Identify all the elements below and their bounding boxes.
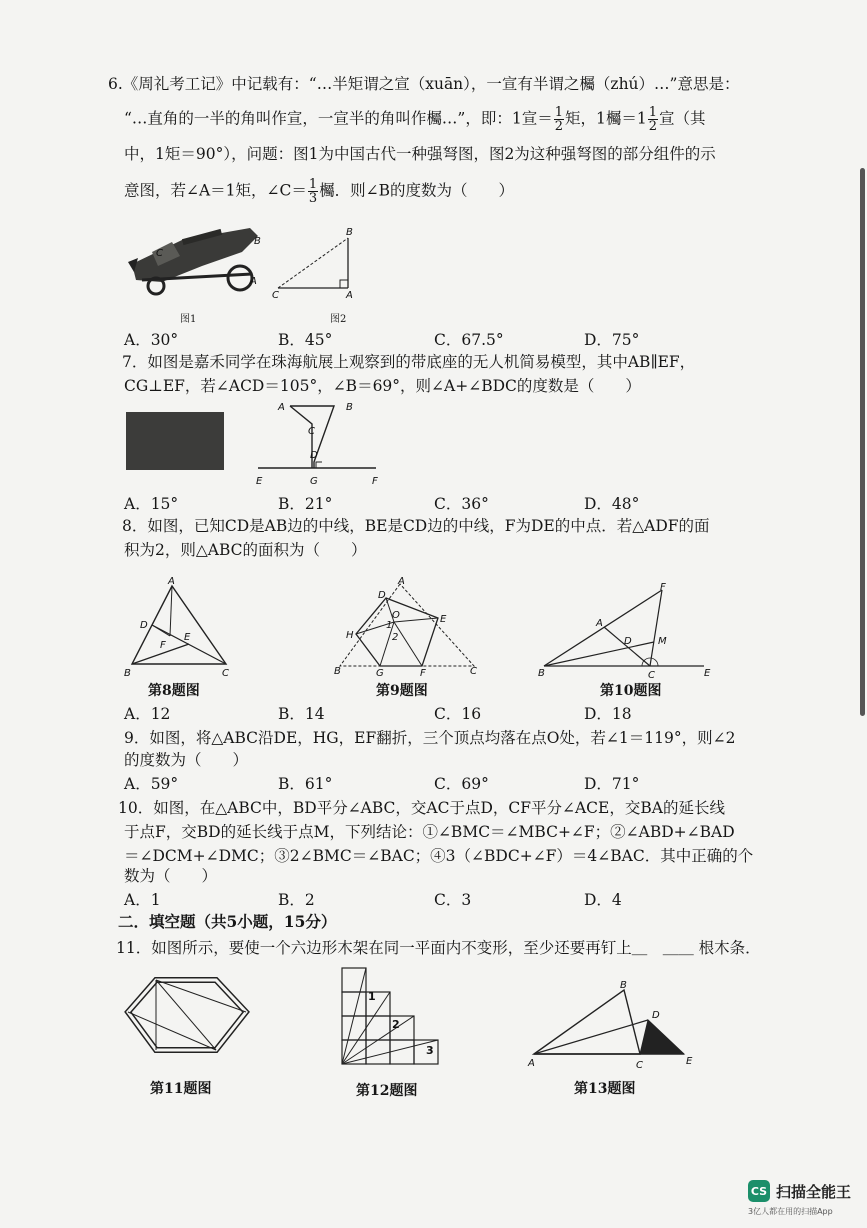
scrollbar[interactable]: [860, 168, 865, 716]
q9-label-2: 2: [392, 632, 399, 643]
q8-line2: 积为2，则△ABC的面积为（ ）: [124, 541, 367, 559]
q9-label-o: O: [392, 610, 400, 621]
q8-label-b: B: [124, 668, 131, 679]
camscanner-logo-icon: CS: [748, 1180, 770, 1202]
q9-label-c: C: [470, 666, 477, 677]
camscanner-name: 扫描全能王: [776, 1182, 852, 1201]
q10-option-b[interactable]: B．2: [278, 891, 315, 909]
q9-line1: 9．如图，将△ABC沿DE，HG，EF翻折，三个顶点均落在点O处，若∠1＝119°，则∠2: [124, 729, 736, 747]
q11-diagram: [116, 966, 266, 1066]
q7-option-d[interactable]: D．48°: [584, 495, 640, 513]
q10-line3: ＝∠DCM+∠DMC；③2∠BMC＝∠BAC；④3（∠BDC+∠F）＝4∠BAC．其中正确的个: [124, 847, 754, 865]
q9-label-g: G: [376, 668, 384, 679]
q8-label-d: D: [140, 620, 148, 631]
q12-label-1: 1: [368, 990, 376, 1003]
q6-fraction-3: $\frac{1}{3}$: [308, 177, 318, 206]
q10-label-a: A: [596, 618, 603, 629]
q8-caption: 第8题图: [148, 683, 200, 699]
fig1-label-a: A: [250, 276, 257, 287]
fig2-label-a: A: [346, 290, 353, 301]
q6-option-c[interactable]: C．67.5°: [434, 331, 504, 349]
q9-label-a: A: [398, 576, 405, 587]
fig1-label-b: B: [254, 236, 261, 247]
q11-caption: 第11题图: [150, 1081, 212, 1097]
q10-option-a[interactable]: A．1: [124, 891, 161, 909]
q9-line2: 的度数为（ ）: [124, 751, 249, 769]
q10-label-c: C: [648, 670, 655, 681]
q6-crossbow-photo: [122, 222, 272, 312]
q10-label-e: E: [704, 668, 711, 679]
q10-option-d[interactable]: D．4: [584, 891, 622, 909]
q8-line1: 8．如图，已知CD是AB边的中线，BE是CD边的中线，F为DE的中点．若△ADF的面: [122, 517, 710, 535]
q9-label-f: F: [420, 668, 426, 679]
q6-line3: 中，1矩＝90°），问题：图1为中国古代一种强弩图，图2为这种强弩图的部分组件的示: [124, 145, 716, 163]
q12-label-3: 3: [426, 1044, 434, 1057]
q9-label-h: H: [346, 630, 354, 641]
fig2-label-c: C: [272, 290, 279, 301]
q7-line2: CG⊥EF，若∠ACD＝105°，∠B＝69°，则∠A+∠BDC的度数是（ ）: [124, 377, 641, 395]
q6-triangle-diagram: [272, 227, 382, 312]
q7-line1: 7．如图是嘉禾同学在珠海航展上观察到的带底座的无人机简易模型，其中AB∥EF，: [122, 353, 696, 371]
q6-fraction-1: $\frac{1}{2}$: [554, 105, 563, 134]
q9-label-1: 1: [386, 620, 393, 631]
q11-line1: 11．如图所示，要使一个六边形木架在同一平面内不变形，至少还要再钉上＿ ＿＿ 根木条．: [116, 939, 761, 957]
q7-option-a[interactable]: A．15°: [124, 495, 179, 513]
q8-label-e: E: [184, 632, 191, 643]
q9-label-d: D: [378, 590, 386, 601]
q10-label-b: B: [538, 668, 545, 679]
q9-label-e: E: [440, 614, 447, 625]
q7-label-a: A: [278, 402, 285, 413]
q6-option-d[interactable]: D．75°: [584, 331, 640, 349]
q8-option-d[interactable]: D．18: [584, 705, 632, 723]
q9-diagram: [334, 578, 484, 678]
q13-label-a: A: [528, 1058, 535, 1069]
q8-option-a[interactable]: A．12: [124, 705, 171, 723]
q6-option-b[interactable]: B．45°: [278, 331, 333, 349]
q7-label-b: B: [346, 402, 353, 413]
q13-label-e: E: [686, 1056, 693, 1067]
q10-line1: 10．如图，在△ABC中，BD平分∠ABC，交AC于点D，CF平分∠ACE，交BA的延长线: [118, 799, 725, 817]
section-2-title: 二．填空题（共5小题，15分）: [118, 912, 337, 931]
fig2-label-b: B: [346, 227, 353, 238]
q6-line1: 6.《周礼考工记》中记载有：“…半矩谓之宣（xuān），一宣有半谓之欘（zhú）…”意思是：: [108, 75, 740, 93]
q13-label-c: C: [636, 1060, 643, 1071]
q7-label-f: F: [372, 476, 378, 487]
q10-label-m: M: [658, 636, 667, 647]
q8-option-c[interactable]: C．16: [434, 705, 482, 723]
q7-label-d: D: [310, 450, 318, 461]
q7-label-c: C: [308, 426, 315, 437]
q8-label-f: F: [160, 640, 166, 651]
q13-label-d: D: [652, 1010, 660, 1021]
q9-option-d[interactable]: D．71°: [584, 775, 640, 793]
q10-label-f: F: [660, 582, 666, 593]
fig1-caption: 图1: [180, 314, 197, 325]
camscanner-badge: [748, 1180, 851, 1202]
q9-option-b[interactable]: B．61°: [278, 775, 333, 793]
q13-label-b: B: [620, 980, 627, 991]
q8-option-b[interactable]: B．14: [278, 705, 325, 723]
q9-option-a[interactable]: A．59°: [124, 775, 179, 793]
q6-option-a[interactable]: A．30°: [124, 331, 179, 349]
q12-diagram: [340, 966, 450, 1076]
q7-label-g: G: [310, 476, 318, 487]
q7-option-b[interactable]: B．21°: [278, 495, 333, 513]
q8-label-c: C: [222, 668, 229, 679]
q9-option-c[interactable]: C．69°: [434, 775, 489, 793]
q10-line4: 数为（ ）: [124, 867, 218, 885]
q10-line2: 于点F，交BD的延长线于点M，下列结论：①∠BMC＝∠MBC+∠F；②∠ABD+∠BAD: [124, 823, 735, 841]
q10-label-d: D: [624, 636, 632, 647]
q8-label-a: A: [168, 576, 175, 587]
fig2-caption: 图2: [330, 314, 347, 325]
q13-caption: 第13题图: [574, 1081, 636, 1097]
q6-line4: 意图，若∠A＝1矩，∠C＝ $\frac{1}{3}$ 欘．则∠B的度数为（ ）: [124, 177, 515, 206]
q8-diagram: [122, 576, 242, 680]
fig1-label-c: C: [156, 248, 163, 259]
q12-caption: 第12题图: [356, 1083, 418, 1099]
camscanner-tagline: 3亿人都在用的扫描App: [748, 1207, 833, 1216]
q9-label-b: B: [334, 666, 341, 677]
q7-option-c[interactable]: C．36°: [434, 495, 489, 513]
q7-drone-diagram: [254, 398, 394, 488]
q7-label-e: E: [256, 476, 263, 487]
q6-fraction-2: $\frac{1}{2}$: [648, 105, 658, 134]
q13-diagram: [528, 980, 708, 1080]
q6-line2: “…直角的一半的角叫作宣，一宣半的角叫作欘…”，即：1宣＝ $\frac{1}{2}$ 矩，1欘＝1 $\frac{1}{2}$ 宣（其: [124, 105, 706, 134]
q10-caption: 第10题图: [600, 683, 662, 699]
q7-drone-photo: [126, 412, 224, 470]
q12-label-2: 2: [392, 1018, 400, 1031]
q9-caption: 第9题图: [376, 683, 428, 699]
q10-option-c[interactable]: C．3: [434, 891, 472, 909]
q10-diagram: [538, 582, 718, 682]
